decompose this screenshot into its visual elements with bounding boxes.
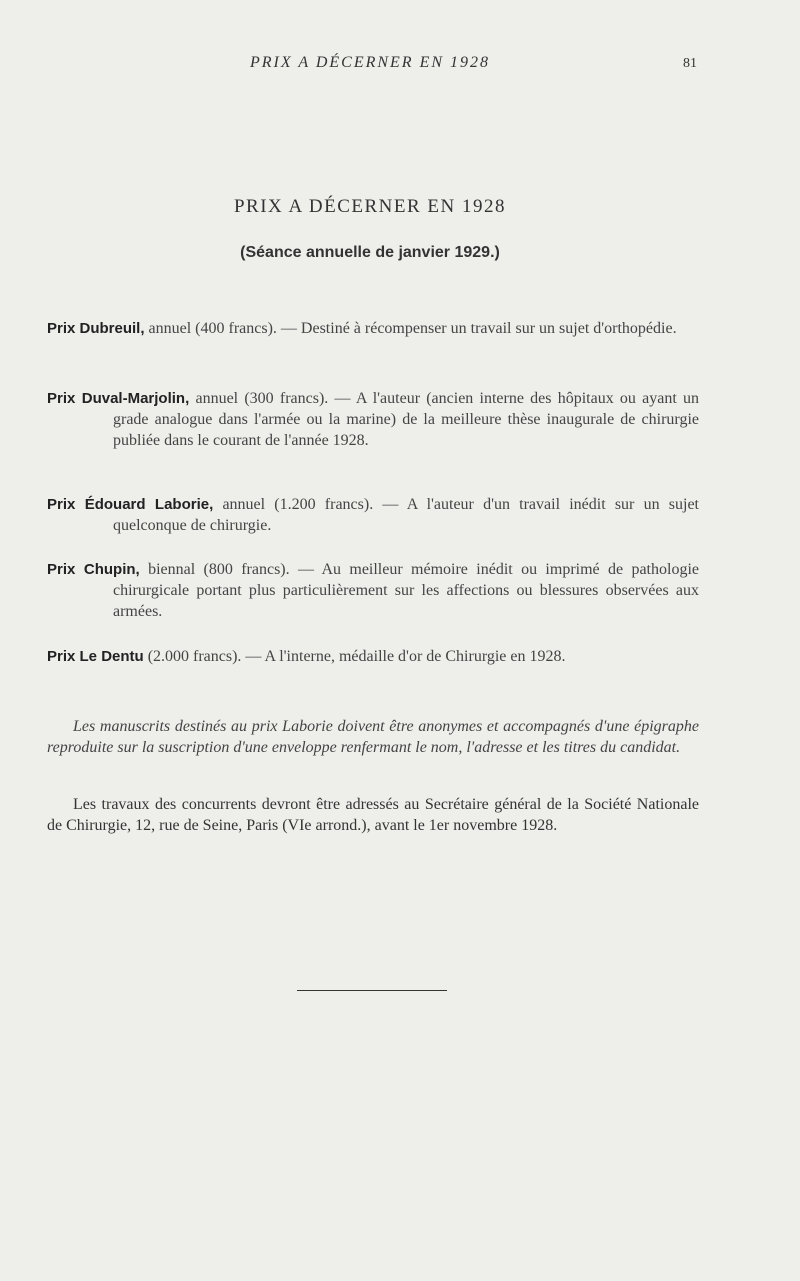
submission-instructions: Les travaux des concurrents devront être adressés au Secrétaire général de la Société Nationale de Chirurgie, 12, rue de Seine, Paris (VIe arrond.), avant le 1er novembre 1928. xyxy=(47,796,699,834)
prize-name: Prix Chupin, xyxy=(47,561,140,578)
prize-entry-chupin xyxy=(47,559,699,622)
prize-entry-duval-marjolin xyxy=(47,388,699,451)
page-subtitle: (Séance annuelle de janvier 1929.) xyxy=(240,244,500,261)
laborie-note: Les manuscrits destinés au prix Laborie doivent être anonymes et accompagnés d'une épigraphe reproduite sur la suscription d'une enveloppe renfermant le nom, l'adresse et les titres du candidat. xyxy=(47,718,699,756)
prize-description: biennal (800 francs). — Au meilleur mémoire inédit ou imprimé de pathologie chirurgicale portant plus particulièrement sur les affections ou blessures observées aux armées. xyxy=(113,561,699,620)
prize-name: Prix Duval-Marjolin, xyxy=(47,390,190,407)
prize-name: Prix Le Dentu xyxy=(47,648,144,665)
page-number: 81 xyxy=(683,56,697,71)
prize-name: Prix Dubreuil, xyxy=(47,320,145,337)
prize-entry-laborie xyxy=(47,494,699,536)
prize-description: annuel (1.200 francs). — A l'auteur d'un travail inédit sur un sujet quelconque de chirurgie. xyxy=(113,496,699,534)
page-title: PRIX A DÉCERNER EN 1928 xyxy=(233,196,507,217)
prize-entry-dubreuil xyxy=(47,318,699,339)
running-head-title: PRIX A DÉCERNER EN 1928 xyxy=(249,54,491,71)
prize-name: Prix Édouard Laborie, xyxy=(47,496,214,513)
prize-description: annuel (300 francs). — A l'auteur (ancien interne des hôpitaux ou ayant un grade analogue dans l'armée ou la marine) de la meilleure thèse inaugurale de chirurgie publiée dans le courant de l'année 1928. xyxy=(113,390,699,449)
prize-description: annuel (400 francs). — Destiné à récompenser un travail sur un sujet d'orthopédie. xyxy=(144,320,677,337)
prize-entry-le-dentu xyxy=(47,646,699,667)
running-head xyxy=(0,54,800,78)
prize-description: (2.000 francs). — A l'interne, médaille d'or de Chirurgie en 1928. xyxy=(143,648,566,665)
end-rule xyxy=(297,990,447,991)
